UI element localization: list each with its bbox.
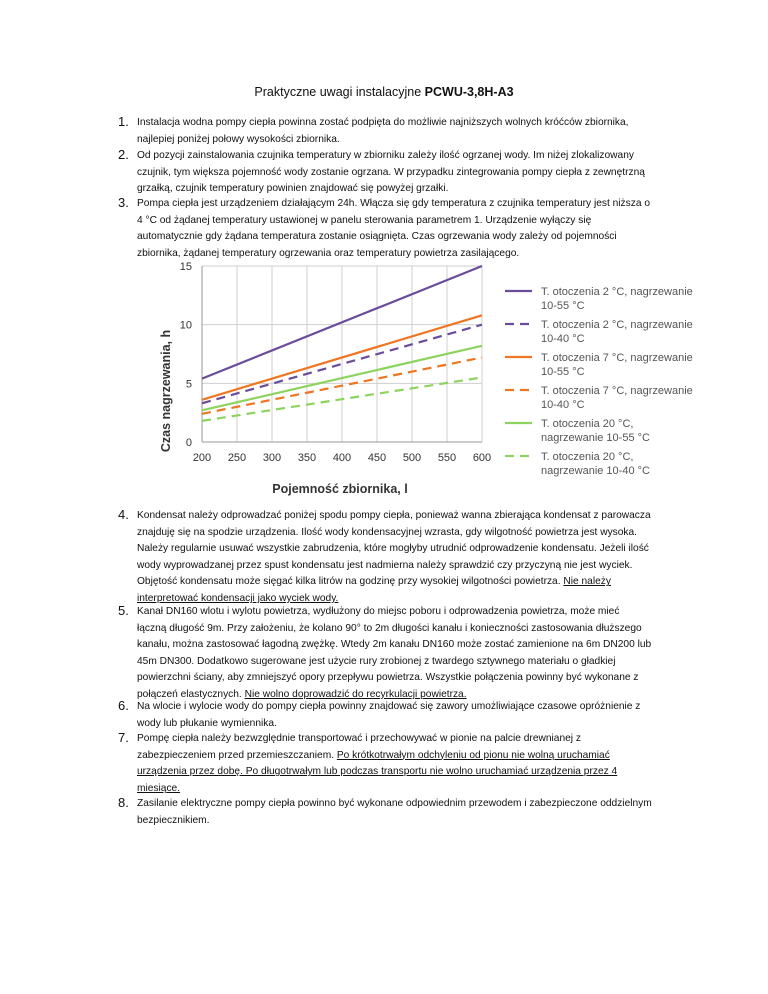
text-line: bezpiecznikiem.: [137, 814, 210, 826]
y-tick-label: 0: [185, 437, 192, 449]
underlined-warning: miesiące.: [137, 782, 181, 794]
x-tick-label: 600: [472, 452, 492, 464]
item-number: 5.: [118, 603, 129, 618]
legend-label: 10-40 °C: [541, 333, 585, 345]
legend-label: T. otoczenia 2 °C, nagrzewanie: [541, 319, 693, 331]
item-number: 2.: [118, 147, 129, 162]
underlined-warning: interpretować kondensacji jako wyciek wody.: [137, 592, 339, 604]
text-line: najlepiej poniżej połowy wysokości zbiornika.: [137, 133, 340, 145]
y-tick-label: 15: [179, 261, 192, 273]
text-line: powierzchni ściany, aby zmniejszyć opory przepływu powietrza. Wszystkie połączenia powinny być wykonane z: [137, 672, 639, 684]
legend-label: 10-40 °C: [541, 399, 585, 411]
legend-label: nagrzewanie 10-40 °C: [541, 465, 650, 477]
text-line: automatycznie gdy żądana temperatura zostanie osiągnięta. Czas ogrzewania wody zależy od pojemności: [137, 231, 617, 243]
x-tick-label: 300: [262, 452, 282, 464]
text-line: kanału, można zastosować łagodną zwężkę. Wtedy 2m kanału DN160 może zostać zamienione na 6m DN200 lub: [137, 639, 652, 651]
text-line: Od pozycji zainstalowania czujnika temperatury w zbiorniku zależy ilość ogrzanej wody. Im niżej zlokalizowany: [137, 150, 634, 161]
legend-label: T. otoczenia 7 °C, nagrzewanie: [541, 385, 693, 397]
text-line: połączeń elastycznych.: [137, 688, 245, 700]
item-number: 8.: [118, 795, 129, 810]
y-axis-label: Czas nagrzewania, h: [159, 329, 173, 453]
text-line: znajduję się na spodzie urządzenia. Ilość wody kondensacyjnej wzrasta, gdy wilgotność powietrza jest wysoka.: [137, 526, 638, 538]
x-tick-label: 350: [297, 452, 317, 464]
underlined-warning: Po krótkotrwałym odchyleniu od pionu nie wolną uruchamiać: [336, 749, 610, 761]
page-title: [0, 84, 768, 100]
x-tick-label: 200: [192, 452, 212, 464]
item-number: 7.: [118, 730, 129, 745]
legend-label: T. otoczenia 2 °C, nagrzewanie: [541, 286, 693, 298]
underlined-warning: urządzenia przez dobę. Po długotrwałym lub podczas transportu nie wolno uruchamiać urządzenia przez 4: [137, 766, 618, 778]
text-line: wody wyprowadzanej przez spust kondensatu jest nadmierna należy sprawdzić czy przyczyną nie jest wyciek.: [137, 559, 633, 571]
text-line: zbiornika, żądanej temperatury ogrzewania oraz temperatury powietrza zasilającego.: [137, 247, 520, 259]
x-tick-label: 550: [437, 452, 457, 464]
text-line: 45m DN300. Dodatkowo sugerowane jest użycie rury zrobionej z twardego sztywnego materiału o gładkiej: [137, 655, 616, 667]
x-tick-label: 500: [402, 452, 422, 464]
text-line: czujnik, tym większa pojemność wody zostanie ogrzana. W przypadku zintegrowania pompy ciepła z zewnętrzną: [137, 166, 645, 178]
heating-time-chart: [155, 258, 715, 498]
text-line: Instalacja wodna pompy ciepła powinna zostać podpięta do możliwie najniższych wolnych króćców zbiornika,: [137, 117, 629, 128]
x-axis-label: Pojemność zbiornika, l: [272, 482, 408, 496]
x-tick-label: 450: [367, 452, 387, 464]
legend-label: 10-55 °C: [541, 366, 585, 378]
text-line: Pompa ciepła jest urządzeniem działającym 24h. Włącza się gdy temperatura z czujnika temperatury jest niższa o: [137, 198, 651, 209]
legend-label: nagrzewanie 10-55 °C: [541, 432, 650, 444]
legend-label: T. otoczenia 20 °C,: [541, 451, 634, 463]
title-prefix: Praktyczne uwagi instalacyjne: [254, 85, 425, 99]
text-line: 4 °C od żądanej temperatury ustawionej w panelu sterowania parametrem 1. Urządzenie wyłączy się: [137, 214, 592, 226]
underlined-warning: Nie wolno doprowadzić do recyrkulacji powietrza.: [244, 688, 467, 700]
text-line: Kanał DN160 wlotu i wylotu powietrza, wydłużony do miejsc poboru i odprowadzenia powietrza, może mieć: [137, 606, 620, 617]
text-line: łączną długość 9m. Przy założeniu, że kolano 90° to 2m długości kanału i konieczności zastosowania dłuższego: [137, 622, 642, 634]
text-line: grzałką, czujnik temperatury powinien znajdować się powyżej grzałki.: [137, 183, 449, 195]
x-tick-label: 250: [227, 452, 247, 464]
y-tick-label: 10: [179, 319, 192, 332]
item-number: 1.: [118, 114, 129, 129]
legend-label: 10-55 °C: [541, 300, 585, 312]
text-line: Kondensat należy odprowadzać poniżej spodu pompy ciepła, ponieważ wanna zbierająca kondensat z parowacza: [137, 510, 651, 521]
title-model: PCWU-3,8H-A3: [424, 85, 514, 99]
y-tick-label: 5: [185, 378, 192, 391]
text-line: Objętość kondensatu może sięgać kilka litrów na godzinę przy wysokiej wilgotności powietrza.: [137, 576, 564, 588]
legend-label: T. otoczenia 20 °C,: [541, 418, 634, 430]
text-line: Pompę ciepła należy bezwzględnie transportować i przechowywać w pionie na palcie drewnianej z: [137, 733, 581, 744]
text-line: Zasilanie elektryczne pompy ciepła powinno być wykonane odpowiednim przewodem i zabezpieczone oddzielnym: [137, 798, 652, 809]
text-line: Należy regularnie usuwać wszystkie zabrudzenia, które mogłyby utrudnić odprowadzenie kondensatu. Jeżeli ilość: [137, 543, 649, 555]
legend-label: T. otoczenia 7 °C, nagrzewanie: [541, 352, 693, 364]
item-number: 3.: [118, 195, 129, 210]
item-number: 4.: [118, 507, 129, 522]
underlined-warning: Nie należy: [563, 576, 611, 588]
text-line: zabezpieczeniem przed przemieszczaniem.: [137, 749, 337, 761]
x-tick-label: 400: [332, 452, 352, 464]
item-number: 6.: [118, 698, 129, 713]
text-line: wody lub płukanie wymiennika.: [137, 717, 277, 729]
text-line: Na wlocie i wylocie wody do pompy ciepła powinny znajdować się zawory umożliwiające czasowe opróżnienie z: [137, 701, 641, 712]
